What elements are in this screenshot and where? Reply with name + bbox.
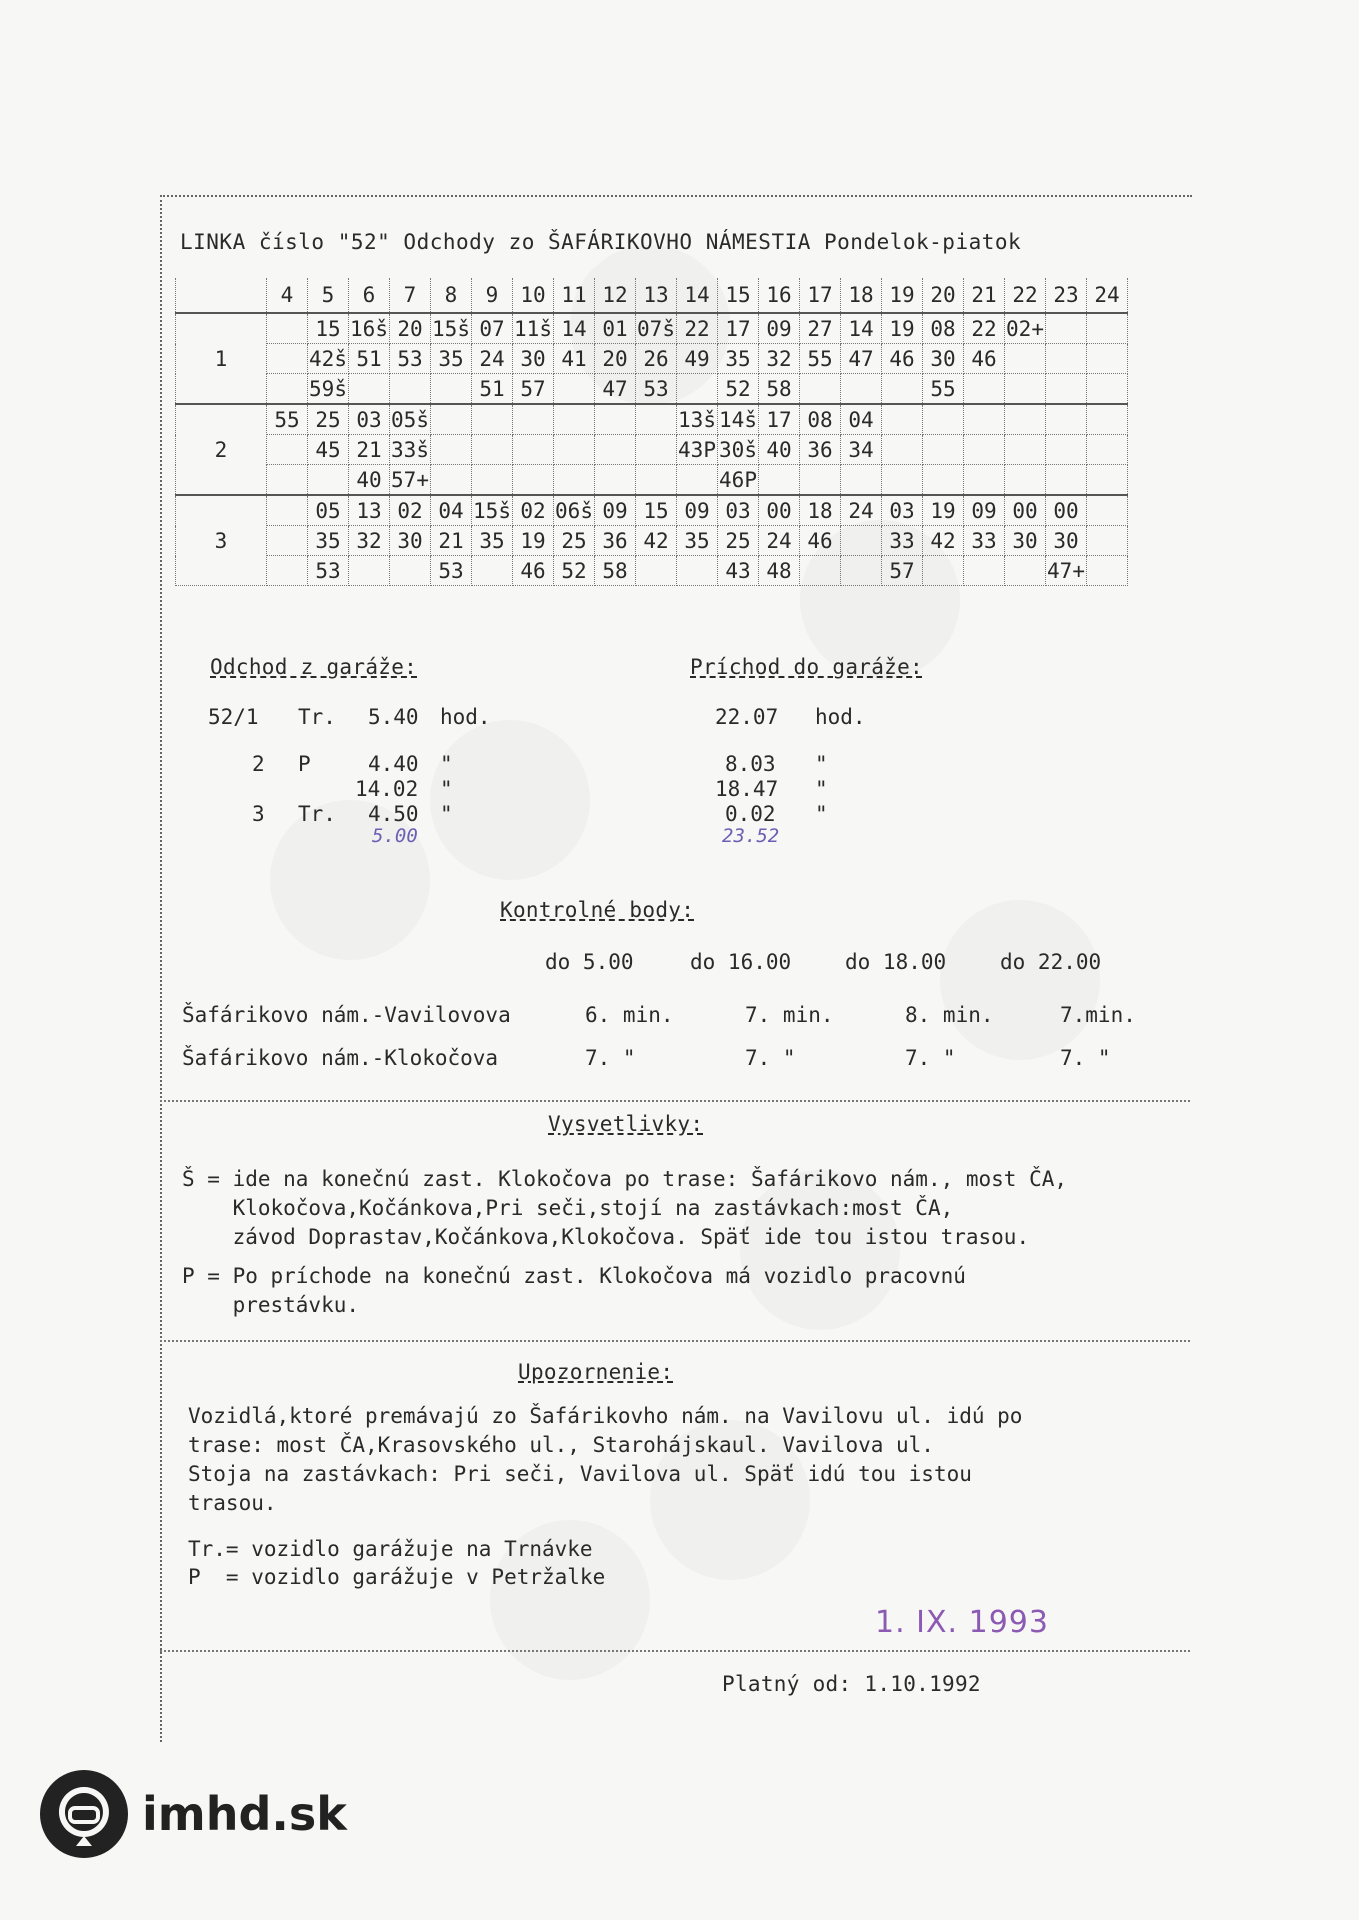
departure-minute [554,435,595,465]
departure-minute [923,465,964,496]
departure-minute [636,465,677,496]
garage-in-unit: hod. [815,705,866,729]
departure-minute: 01 [595,313,636,344]
departure-minute: 47 [841,344,882,374]
departure-minute [308,465,349,496]
departure-minute [349,374,390,405]
garage-depot: Tr. [298,802,336,826]
hour-header: 16 [759,278,800,313]
departure-minute [267,374,308,405]
departure-minute [923,404,964,435]
departure-minute: 58 [595,556,636,586]
hour-header: 7 [390,278,431,313]
departure-minute: 51 [472,374,513,405]
control-travel-time: 7. " [905,1046,956,1070]
departure-minute: 09 [595,495,636,526]
departure-minute [1087,435,1128,465]
garage-out-title: Odchod z garáže: [210,655,418,679]
departure-minute: 45 [308,435,349,465]
hour-header: 12 [595,278,636,313]
departure-minute: 32 [349,526,390,556]
departure-minute [1005,556,1046,586]
departure-minute: 17 [718,313,759,344]
departure-minute [1046,435,1087,465]
departure-minute: 16š [349,313,390,344]
hour-header: 22 [1005,278,1046,313]
garage-out-unit: " [440,802,453,826]
departure-minute: 24 [472,344,513,374]
departure-minute: 57 [513,374,554,405]
departure-minute: 14 [841,313,882,344]
departure-minute [1005,374,1046,405]
date-stamp: 1. IX. 1993 [875,1605,1049,1640]
departure-minute: 07š [636,313,677,344]
departure-minute [882,435,923,465]
departure-minute: 47 [595,374,636,405]
departure-minute: 55 [923,374,964,405]
departure-minute: 52 [718,374,759,405]
departure-minute: 42š [308,344,349,374]
garage-in-unit: " [815,752,828,776]
departure-minute: 46 [513,556,554,586]
hour-header: 18 [841,278,882,313]
departure-minute: 42 [636,526,677,556]
legend-title: Vysvetlivky: [548,1112,704,1136]
departure-minute [472,556,513,586]
departure-minute [554,465,595,496]
control-travel-time: 7. min. [745,1003,834,1027]
departure-minute [431,404,472,435]
garage-in-unit: " [815,802,828,826]
departure-minute [841,465,882,496]
departure-minute: 25 [718,526,759,556]
departure-minute [1005,344,1046,374]
hour-header: 9 [472,278,513,313]
departure-minute [554,404,595,435]
departure-minute: 19 [923,495,964,526]
departure-minute [1087,313,1128,344]
departure-minute: 25 [308,404,349,435]
control-column-header: do 16.00 [690,950,792,974]
garage-in-time: 22.07 [715,705,779,729]
garage-in-time: 18.47 [715,777,779,801]
departure-minute [1046,344,1087,374]
departure-minute [267,495,308,526]
hour-header: 24 [1087,278,1128,313]
departure-minute [390,556,431,586]
departure-minute: 48 [759,556,800,586]
departure-minute: 46 [800,526,841,556]
departure-minute: 15š [472,495,513,526]
imhd-logo-text: imhd.sk [142,1787,347,1841]
divider [160,1340,1190,1342]
legend-p: P = Po príchode na konečnú zast. Klokočova má vozidlo pracovnú prestávku. [182,1264,966,1317]
departure-minute: 42 [923,526,964,556]
garage-in-time: 8.03 [725,752,776,776]
departure-minute: 09 [759,313,800,344]
garage-out-unit: " [440,777,453,801]
departure-minute: 53 [636,374,677,405]
departure-minute: 14š [718,404,759,435]
departure-minute: 21 [431,526,472,556]
departure-minute: 53 [431,556,472,586]
departure-minute: 00 [759,495,800,526]
departure-minute [759,465,800,496]
garage-line-code: 3 [252,802,265,826]
departure-minute: 47+ [1046,556,1087,586]
departure-minute: 08 [923,313,964,344]
departure-minute [1087,556,1128,586]
departure-minute [267,465,308,496]
departure-minute: 57 [882,556,923,586]
departure-minute [1046,404,1087,435]
garage-out-time: 4.40 [368,752,419,776]
departure-minute: 30 [1046,526,1087,556]
departure-minute: 17 [759,404,800,435]
departure-minute [390,374,431,405]
departure-minute [267,526,308,556]
departure-minute [1087,495,1128,526]
departure-minute: 05š [390,404,431,435]
departure-minute: 36 [800,435,841,465]
notice-title: Upozornenie: [518,1360,674,1384]
departure-minute [554,374,595,405]
departure-minute: 35 [677,526,718,556]
departure-minute: 41 [554,344,595,374]
departure-minute: 40 [349,465,390,496]
departure-minute: 15š [431,313,472,344]
departure-minute [595,465,636,496]
departure-minute: 43 [718,556,759,586]
departure-minute: 58 [759,374,800,405]
departure-minute: 53 [308,556,349,586]
departure-minute [595,435,636,465]
departure-minute [1087,404,1128,435]
departure-minute: 33 [964,526,1005,556]
departure-minute: 15 [308,313,349,344]
departure-minute: 19 [513,526,554,556]
route-variant-label: 1 [176,313,267,404]
departure-minute [431,465,472,496]
departure-minute: 02 [390,495,431,526]
departure-minute [964,556,1005,586]
notice-text: Vozidlá,ktoré premávajú zo Šafárikovho nám. na Vavilovu ul. idú po trase: most ČA,Krasovského ul., Starohájskaul. Vavilova ul. Stoja na zastávkach: Pri seči, Vavilova ul. Späť idú tou istou trasou. [188,1404,1023,1515]
departure-minute: 13š [677,404,718,435]
garage-out-time: 5.40 [368,705,419,729]
garage-out-unit: " [440,752,453,776]
departure-minute [1087,526,1128,556]
garage-out-unit: hod. [440,705,491,729]
departure-minute [267,556,308,586]
departure-minute [1005,404,1046,435]
departure-minute [513,465,554,496]
departure-minute: 55 [267,404,308,435]
departure-minute: 33š [390,435,431,465]
departure-minute [800,556,841,586]
departure-minute: 14 [554,313,595,344]
departure-minute: 22 [964,313,1005,344]
departure-minute: 49 [677,344,718,374]
departure-minute: 59š [308,374,349,405]
control-title: Kontrolné body: [500,898,695,922]
departure-minute: 34 [841,435,882,465]
hour-header: 20 [923,278,964,313]
hour-header: 21 [964,278,1005,313]
departure-minute [472,404,513,435]
departure-minute: 43P [677,435,718,465]
departure-minute: 30 [1005,526,1046,556]
departure-minute: 02+ [1005,313,1046,344]
departure-minute [472,435,513,465]
departure-minute [964,435,1005,465]
departure-minute: 30 [390,526,431,556]
departure-minute [431,435,472,465]
hour-header: 13 [636,278,677,313]
departure-minute: 33 [882,526,923,556]
departure-minute [267,344,308,374]
control-route-name: Šafárikovo nám.-Vavilovova [182,1003,511,1027]
departure-minute: 06š [554,495,595,526]
departure-minute: 09 [964,495,1005,526]
departure-minute: 05 [308,495,349,526]
garage-in-title: Príchod do garáže: [690,655,923,679]
departure-minute [636,556,677,586]
departure-minute: 30 [513,344,554,374]
handwritten-out-time: 5.00 [372,825,418,847]
departure-minute [841,526,882,556]
departure-minute: 35 [718,344,759,374]
control-travel-time: 6. min. [585,1003,674,1027]
departure-minute: 26 [636,344,677,374]
departure-minute: 35 [472,526,513,556]
control-column-header: do 5.00 [545,950,634,974]
hour-header: 23 [1046,278,1087,313]
departure-minute: 02 [513,495,554,526]
route-variant-label: 3 [176,495,267,586]
imhd-logo-icon [40,1770,128,1858]
departure-minute [964,404,1005,435]
departure-minute: 00 [1046,495,1087,526]
departure-minute [841,556,882,586]
departure-minute: 46 [882,344,923,374]
departure-minute [1087,344,1128,374]
divider [160,1650,1190,1652]
imhd-logo[interactable] [40,1770,347,1858]
garage-out-time: 4.50 [368,802,419,826]
departure-minute: 55 [800,344,841,374]
departure-table [175,278,1128,586]
departure-minute: 20 [595,344,636,374]
hour-header: 19 [882,278,923,313]
valid-from: Platný od: 1.10.1992 [722,1672,981,1696]
corner-cell [176,278,267,313]
control-travel-time: 7. " [1060,1046,1111,1070]
hour-header: 4 [267,278,308,313]
hour-header: 6 [349,278,390,313]
departure-minute [800,465,841,496]
departure-minute: 46 [964,344,1005,374]
departure-minute [964,374,1005,405]
departure-minute: 35 [308,526,349,556]
departure-minute: 22 [677,313,718,344]
departure-minute: 21 [349,435,390,465]
departure-minute [677,465,718,496]
departure-minute: 32 [759,344,800,374]
divider [160,1100,1190,1102]
departure-minute: 51 [349,344,390,374]
hour-header: 14 [677,278,718,313]
departure-minute: 30š [718,435,759,465]
control-travel-time: 8. min. [905,1003,994,1027]
departure-minute: 25 [554,526,595,556]
departure-minute: 11š [513,313,554,344]
hour-header: 8 [431,278,472,313]
departure-minute [964,465,1005,496]
departure-minute [349,556,390,586]
departure-minute [841,374,882,405]
departure-minute: 03 [882,495,923,526]
departure-minute [923,435,964,465]
departure-minute: 08 [800,404,841,435]
departure-minute: 27 [800,313,841,344]
departure-minute: 35 [431,344,472,374]
departure-minute [267,435,308,465]
control-travel-time: 7. " [585,1046,636,1070]
departure-minute: 40 [759,435,800,465]
departure-minute: 03 [718,495,759,526]
departure-minute [431,374,472,405]
departure-minute: 15 [636,495,677,526]
departure-minute: 53 [390,344,431,374]
garage-out-time: 14.02 [355,777,419,801]
departure-minute: 18 [800,495,841,526]
departure-minute: 24 [841,495,882,526]
departure-minute: 19 [882,313,923,344]
departure-minute: 00 [1005,495,1046,526]
departure-minute [1087,374,1128,405]
departure-minute [677,556,718,586]
departure-minute [513,435,554,465]
legend-s: Š = ide na konečnú zast. Klokočova po trase: Šafárikovo nám., most ČA, Klokočova,Kočánkova,Pri seči,stojí na zastávkach:most ČA, závod Doprastav,Kočánkova,Klokočova. Späť ide tou istou trasou. [182,1167,1068,1249]
control-travel-time: 7. " [745,1046,796,1070]
departure-minute: 07 [472,313,513,344]
route-variant-label: 2 [176,404,267,495]
departure-minute [882,404,923,435]
departure-minute [513,404,554,435]
hour-header: 11 [554,278,595,313]
timetable-title: LINKA číslo "52" Odchody zo ŠAFÁRIKOVHO NÁMESTIA Pondelok-piatok [180,230,1022,254]
departure-minute [923,556,964,586]
hour-header: 5 [308,278,349,313]
departure-minute [882,374,923,405]
departure-minute [636,404,677,435]
control-column-header: do 22.00 [1000,950,1102,974]
departure-minute [595,404,636,435]
control-travel-time: 7.min. [1060,1003,1136,1027]
hour-header: 17 [800,278,841,313]
departure-minute: 20 [390,313,431,344]
departure-minute [1005,465,1046,496]
departure-minute: 57+ [390,465,431,496]
handwritten-in-time: 23.52 [722,825,780,847]
hour-header: 10 [513,278,554,313]
garage-in-unit: " [815,777,828,801]
departure-minute [636,435,677,465]
departure-minute [882,465,923,496]
departure-minute: 52 [554,556,595,586]
depot-legend: Tr.= vozidlo garážuje na Trnávke P = vozidlo garážuje v Petržalke [188,1537,606,1589]
departure-minute [1046,465,1087,496]
departure-minute [472,465,513,496]
departure-minute: 36 [595,526,636,556]
departure-minute: 03 [349,404,390,435]
departure-minute: 46P [718,465,759,496]
garage-line-code: 2 [252,752,265,776]
control-column-header: do 18.00 [845,950,947,974]
departure-minute [1046,374,1087,405]
control-route-name: Šafárikovo nám.-Klokočova [182,1046,499,1070]
departure-minute: 30 [923,344,964,374]
departure-minute [1005,435,1046,465]
hour-header: 15 [718,278,759,313]
departure-minute: 04 [431,495,472,526]
departure-minute [800,374,841,405]
departure-minute [1087,465,1128,496]
departure-minute: 24 [759,526,800,556]
departure-minute: 04 [841,404,882,435]
garage-in-time: 0.02 [725,802,776,826]
garage-line-code: 52/1 [208,705,259,729]
garage-depot: P [298,752,311,776]
departure-minute [1046,313,1087,344]
departure-minute [267,313,308,344]
garage-depot: Tr. [298,705,336,729]
departure-minute: 09 [677,495,718,526]
departure-minute: 13 [349,495,390,526]
departure-minute [677,374,718,405]
